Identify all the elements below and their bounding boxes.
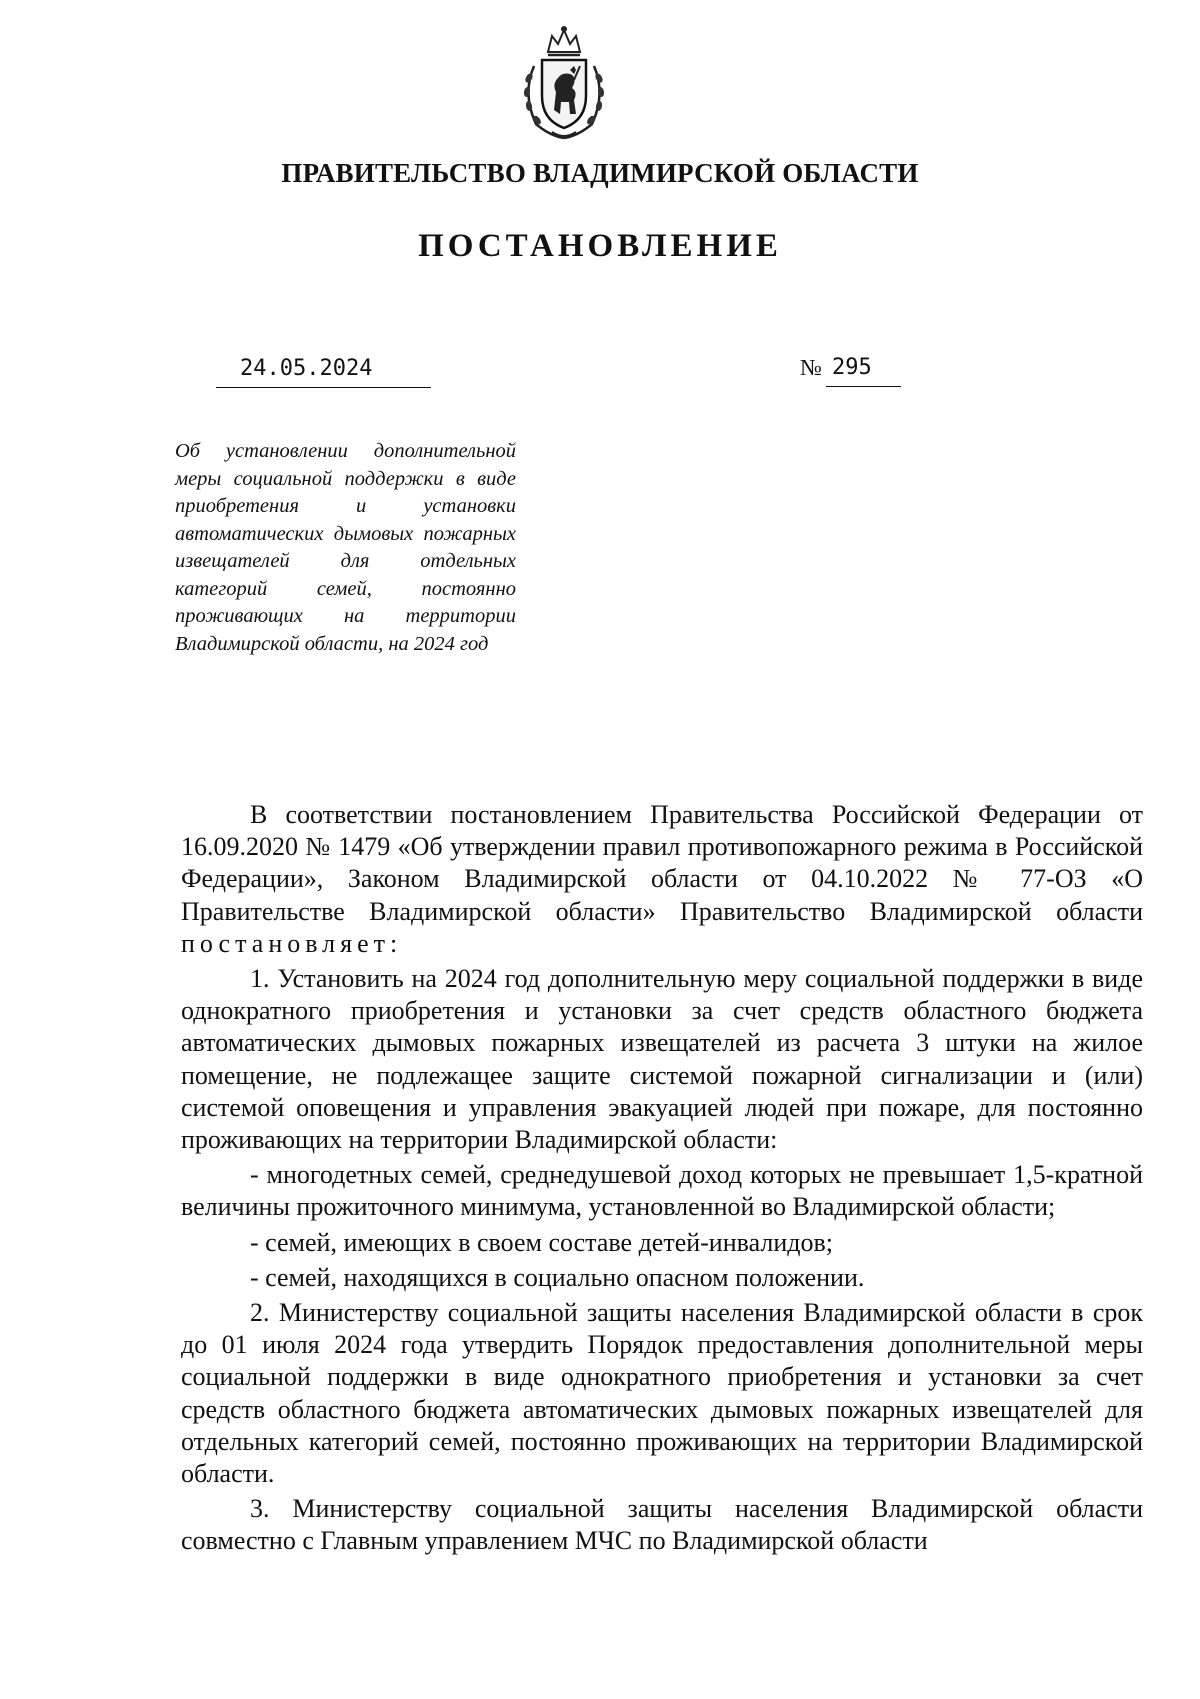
item-1-subitem-large-families: - многодетных семей, среднедушевой доход которых не превышает 1,5-кратной величины прожиточного минимума, установленной во Владимирской области; bbox=[181, 1160, 1143, 1222]
government-title: ПРАВИТЕЛЬСТВО ВЛАДИМИРСКОЙ ОБЛАСТИ bbox=[281, 158, 919, 188]
resolves-word: постановляет: bbox=[181, 928, 403, 958]
coat-of-arms-emblem bbox=[514, 22, 614, 142]
decree-body bbox=[181, 799, 1143, 1558]
preamble-text: В соответствии постановлением Правительства Российской Федерации от 16.09.2020 № 1479 «Об утверждении правил противопожарного режима в Российской Федерации», Законом Владимирской области от 04.10.2022 № 77-ОЗ «О Правительстве Владимирской области» Правительство Владимирской области bbox=[181, 800, 1143, 926]
item-1-subitem-disabled-children: - семей, имеющих в своем составе детей-инвалидов; bbox=[250, 1227, 833, 1257]
preamble-paragraph bbox=[181, 799, 1143, 960]
decree-subject: Об установлении дополнительной меры социальной поддержки в виде приобретения и установки автоматических дымовых пожарных извещателей для отдельных категорий семей, постоянно проживающих на территории Владимирской области, на 2024 год bbox=[175, 440, 516, 655]
decree-number: 295 bbox=[826, 355, 901, 387]
item-3-paragraph: 3. Министерству социальной защиты населения Владимирской области совместно с Главным управлением МЧС по Владимирской области bbox=[181, 1494, 1143, 1556]
decree-number-block bbox=[800, 355, 901, 387]
document-type-title: ПОСТАНОВЛЕНИЕ bbox=[418, 228, 782, 264]
item-1-subitem-dangerous-situation: - семей, находящихся в социально опасном положении. bbox=[250, 1262, 865, 1292]
item-1-paragraph: 1. Установить на 2024 год дополнительную меру социальной поддержки в виде однократного приобретения и установки за счет средств областного бюджета автоматических дымовых пожарных извещателей из расчета 3 штуки на жилое помещение, не подлежащее защите системой пожарной сигнализации и (или) системой оповещения и управления эвакуацией людей при пожаре, для постоянно проживающих на территории Владимирской области: bbox=[181, 964, 1143, 1155]
decree-date: 24.05.2024 bbox=[216, 356, 431, 388]
number-sign-label: № bbox=[800, 355, 822, 380]
item-2-paragraph: 2. Министерству социальной защиты населения Владимирской области в срок до 01 июля 2024 года утвердить Порядок предоставления дополнительной меры социальной поддержки в виде однократного приобретения и установки за счет средств областного бюджета автоматических дымовых пожарных извещателей для отдельных категорий семей, постоянно проживающих на территории Владимирской области. bbox=[181, 1298, 1143, 1489]
